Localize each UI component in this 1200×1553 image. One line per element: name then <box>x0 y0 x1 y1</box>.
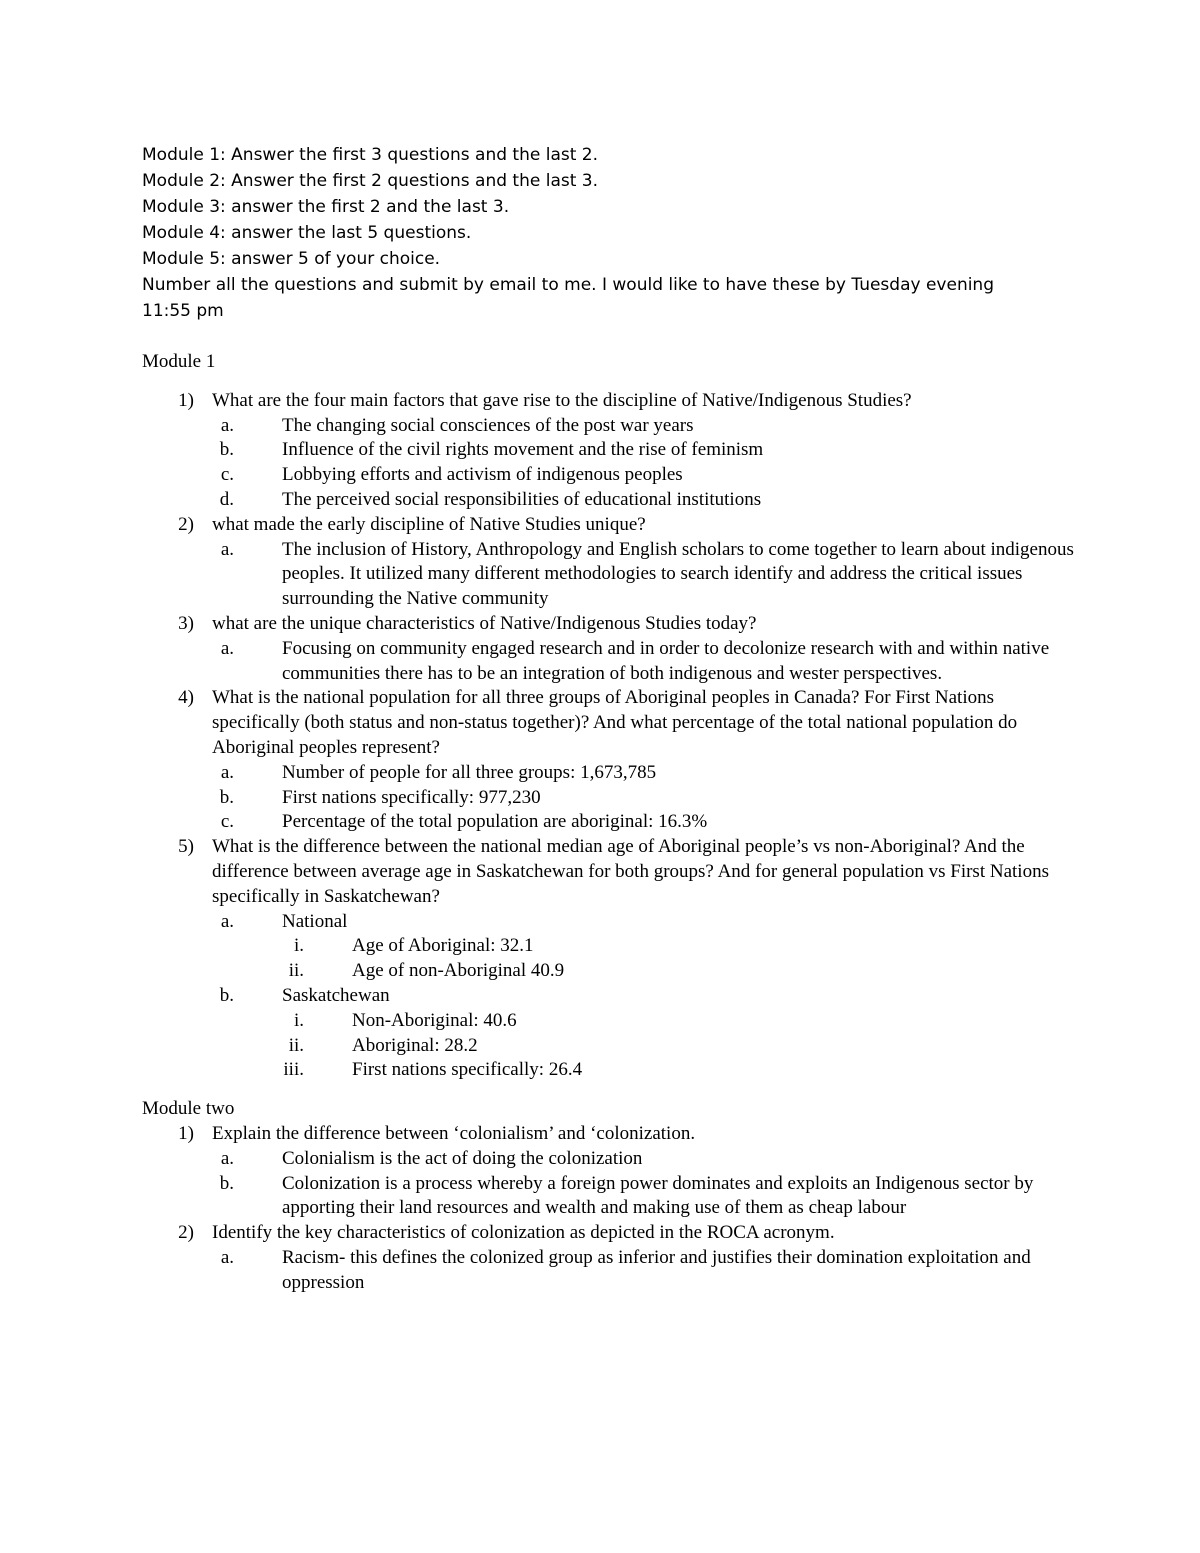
question-item <box>142 835 1082 1083</box>
question-number: 4) <box>178 687 194 709</box>
answer-text: Focusing on community engaged research and in order to decolonize research with and within native communities there has to be an integration of both indigenous and wester perspectives. <box>282 637 1050 684</box>
sub-answer-marker: ii. <box>288 960 304 982</box>
answer-marker: a. <box>220 761 234 783</box>
sub-answer-list <box>282 1009 1082 1083</box>
sub-answer-item <box>282 959 1082 984</box>
answer-marker: b. <box>219 1172 234 1194</box>
answer-list <box>212 910 1082 1084</box>
question-item <box>142 612 1082 686</box>
question-text: Identify the key characteristics of colonization as depicted in the ROCA acronym. <box>212 1222 835 1244</box>
answer-item <box>212 810 1082 835</box>
answer-marker: d. <box>219 488 234 510</box>
sub-answer-text: Age of Aboriginal: 32.1 <box>352 935 534 957</box>
sub-answer-text: First nations specifically: 26.4 <box>352 1059 583 1081</box>
answer-text: The inclusion of History, Anthropology and English scholars to come together to learn about indigenous peoples. It utilized many different methodologies to search identify and address the critical issues surrounding the Native community <box>282 538 1074 610</box>
answer-text: Colonization is a process whereby a foreign power dominates and exploits an Indigenous sector by apporting their land resources and wealth and making use of them as cheap labour <box>282 1172 1034 1219</box>
answer-item <box>212 1172 1082 1222</box>
question-number: 2) <box>178 513 194 535</box>
answer-text: The perceived social responsibilities of educational institutions <box>282 488 762 510</box>
answer-marker: a. <box>220 637 234 659</box>
answer-item <box>212 538 1082 612</box>
answer-marker: a. <box>220 910 234 932</box>
instruction-line: Module 3: answer the first 2 and the last 3. <box>142 197 510 217</box>
instruction-line: Module 2: Answer the first 2 questions and the last 3. <box>142 171 599 191</box>
answer-marker: a. <box>220 414 234 436</box>
answer-text: The changing social consciences of the post war years <box>282 414 694 436</box>
answer-list <box>212 1246 1082 1296</box>
sub-answer-marker: iii. <box>283 1059 304 1081</box>
answer-text: Number of people for all three groups: 1,673,785 <box>282 761 657 783</box>
answer-item <box>212 786 1082 811</box>
sub-answer-marker: i. <box>293 935 304 957</box>
instruction-line: Number all the questions and submit by email to me. I would like to have these by Tuesday evening <box>142 275 995 295</box>
sub-answer-item <box>282 1009 1082 1034</box>
module-1-title: Module 1 <box>142 351 216 372</box>
question-number: 3) <box>178 612 194 634</box>
instruction-line: Module 4: answer the last 5 questions. <box>142 223 472 243</box>
document-page <box>142 142 1082 1295</box>
instruction-line: Module 5: answer 5 of your choice. <box>142 249 441 269</box>
question-item <box>142 1221 1082 1295</box>
question-text: What is the national population for all three groups of Aboriginal peoples in Canada? For First Nations specifically (both status and non-status together)? And what percentage of the total national population do Aboriginal peoples represent? <box>212 687 1018 758</box>
sub-answer-text: Non-Aboriginal: 40.6 <box>352 1009 517 1031</box>
question-text: What is the difference between the national median age of Aboriginal people’s vs non-Aboriginal? And the difference between average age in Saskatchewan for both groups? And for general population vs First Nations specifically in Saskatchewan? <box>212 836 1049 907</box>
module-1-questions <box>142 389 1082 1083</box>
answer-marker: c. <box>220 464 234 486</box>
module-2-questions <box>142 1122 1082 1296</box>
question-item <box>142 686 1082 835</box>
sub-answer-text: Aboriginal: 28.2 <box>352 1034 478 1056</box>
sub-answer-list <box>282 934 1082 984</box>
answer-list <box>212 538 1082 612</box>
answer-text: National <box>282 910 348 932</box>
question-number: 1) <box>178 389 194 411</box>
answer-list <box>212 414 1082 513</box>
answer-text: Influence of the civil rights movement and the rise of feminism <box>282 439 764 461</box>
instruction-line: Module 1: Answer the first 3 questions and the last 2. <box>142 145 599 165</box>
answer-text: Saskatchewan <box>282 984 390 1006</box>
sub-answer-item <box>282 1058 1082 1083</box>
sub-answer-item <box>282 1034 1082 1059</box>
answer-item <box>212 488 1082 513</box>
sub-answer-text: Age of non-Aboriginal 40.9 <box>352 960 565 982</box>
question-number: 1) <box>178 1122 194 1144</box>
answer-item <box>212 984 1082 1083</box>
question-text: what made the early discipline of Native Studies unique? <box>212 513 646 535</box>
instruction-line: 11:55 pm <box>142 301 224 321</box>
answer-list <box>212 1147 1082 1221</box>
answer-marker: a. <box>220 1147 234 1169</box>
answer-marker: b. <box>219 786 234 808</box>
answer-marker: c. <box>220 811 234 833</box>
question-text: Explain the difference between ‘colonialism’ and ‘colonization. <box>212 1122 696 1144</box>
answer-text: Percentage of the total population are aboriginal: 16.3% <box>282 811 708 833</box>
question-item <box>142 389 1082 513</box>
answer-item <box>212 1246 1082 1296</box>
answer-item <box>212 637 1082 687</box>
question-item <box>142 513 1082 612</box>
answer-text: Lobbying efforts and activism of indigenous peoples <box>282 464 683 486</box>
answer-marker: b. <box>219 439 234 461</box>
answer-list <box>212 637 1082 687</box>
sub-answer-item <box>282 934 1082 959</box>
answer-item <box>212 463 1082 488</box>
answer-item <box>212 414 1082 439</box>
answer-item <box>212 761 1082 786</box>
sub-answer-marker: ii. <box>288 1034 304 1056</box>
answer-text: First nations specifically: 977,230 <box>282 786 541 808</box>
answer-text: Racism- this defines the colonized group as inferior and justifies their domination exploitation and oppression <box>282 1246 1031 1293</box>
answer-marker: a. <box>220 538 234 560</box>
answer-item <box>212 910 1082 984</box>
question-text: what are the unique characteristics of Native/Indigenous Studies today? <box>212 612 757 634</box>
question-number: 5) <box>178 836 194 858</box>
question-text: What are the four main factors that gave rise to the discipline of Native/Indigenous Studies? <box>212 389 912 411</box>
answer-marker: a. <box>220 1246 234 1268</box>
question-number: 2) <box>178 1222 194 1244</box>
answer-item <box>212 1147 1082 1172</box>
answer-item <box>212 438 1082 463</box>
module-2-title: Module two <box>142 1098 235 1120</box>
question-item <box>142 1122 1082 1221</box>
answer-marker: b. <box>219 984 234 1006</box>
answer-text: Colonialism is the act of doing the colonization <box>282 1147 643 1169</box>
sub-answer-marker: i. <box>293 1009 304 1031</box>
answer-list <box>212 761 1082 835</box>
